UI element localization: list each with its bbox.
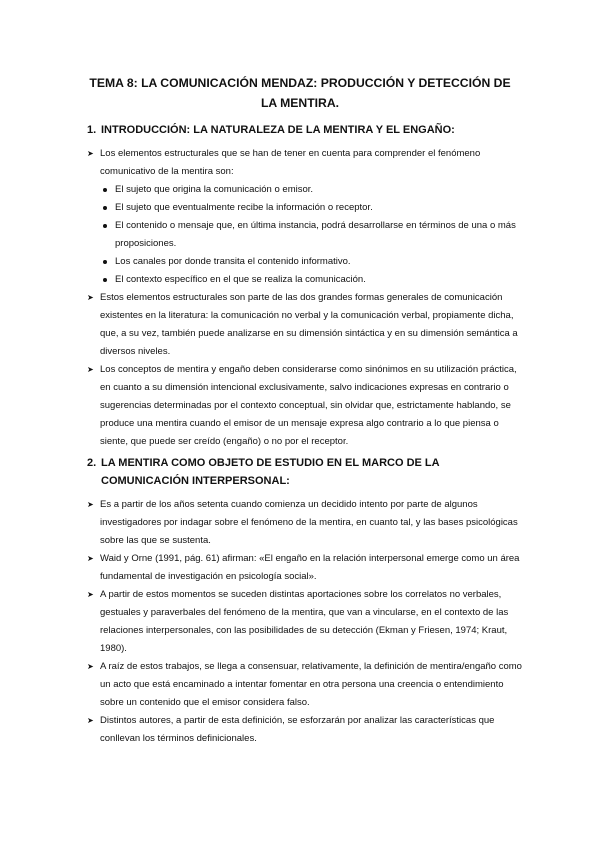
list-item xyxy=(87,361,527,451)
sub-list-item xyxy=(87,199,527,217)
sub-list-item xyxy=(87,181,527,199)
sub-list-item-text: El sujeto que eventualmente recibe la información o receptor. xyxy=(115,202,373,213)
dot-bullet-icon xyxy=(103,260,107,264)
list-item-text: Waid y Orne (1991, pág. 61) afirman: «El engaño en la relación interpersonal emerge como un área fundamental de investigación en psicología social». xyxy=(100,553,520,582)
arrow-bullet-icon xyxy=(87,658,94,676)
arrow-bullet-icon xyxy=(87,361,94,379)
sub-list-item-text: El sujeto que origina la comunicación o emisor. xyxy=(115,184,314,195)
arrow-bullet-icon xyxy=(87,289,94,307)
list-item xyxy=(87,586,527,658)
list-item xyxy=(87,550,527,586)
sub-list-item xyxy=(87,217,527,253)
arrow-bullet-icon xyxy=(87,496,94,514)
dot-bullet-icon xyxy=(103,206,107,210)
list-item-text: Es a partir de los años setenta cuando comienza un decidido intento por parte de algunos investigadores por indagar sobre el fenómeno de la mentira, en cuanto tal, y las bases psicológicas sobre las que se sustenta. xyxy=(100,499,518,546)
section-2-body xyxy=(87,496,527,748)
list-item xyxy=(87,145,527,181)
sub-list-item xyxy=(87,271,527,289)
sub-list-item-text: Los canales por donde transita el contenido informativo. xyxy=(115,256,351,267)
list-item-text: A partir de estos momentos se suceden distintas aportaciones sobre los correlatos no verbales, gestuales y paraverbales del fenómeno de la mentira, que van a vincularse, en el contexto de las relaciones interpersonales, con las posibilidades de su detección (Ekman y Friesen, 1974; Kraut, 1980). xyxy=(100,589,509,654)
document-title: TEMA 8: LA COMUNICACIÓN MENDAZ: PRODUCCIÓN Y DETECCIÓN DE LA MENTIRA. xyxy=(89,76,511,110)
section-2-title: LA MENTIRA COMO OBJETO DE ESTUDIO EN EL MARCO DE LA COMUNICACIÓN INTERPERSONAL: xyxy=(101,457,440,487)
sub-list-item-text: El contexto específico en el que se realiza la comunicación. xyxy=(115,274,366,285)
dot-bullet-icon xyxy=(103,278,107,282)
sub-list-item-text: El contenido o mensaje que, en última instancia, podrá desarrollarse en términos de una o más proposiciones. xyxy=(115,220,516,249)
sub-list-item xyxy=(87,253,527,271)
arrow-bullet-icon xyxy=(87,550,94,568)
arrow-bullet-icon xyxy=(87,145,94,163)
dot-bullet-icon xyxy=(103,224,107,228)
arrow-bullet-icon xyxy=(87,712,94,730)
list-item-text: Distintos autores, a partir de esta definición, se esforzarán por analizar las características que conllevan los términos definicionales. xyxy=(100,715,495,744)
dot-bullet-icon xyxy=(103,188,107,192)
section-2-number: 2. xyxy=(87,457,97,469)
arrow-bullet-icon xyxy=(87,586,94,604)
list-item xyxy=(87,658,527,712)
list-item-text: Estos elementos estructurales son parte de las dos grandes formas generales de comunicación existentes en la literatura: la comunicación no verbal y la comunicación verbal, propiamente dicha, que, a su vez, también puede analizarse en su dimensión sintáctica y en su dimensión semántica a diversos niveles. xyxy=(100,292,518,357)
section-1-heading xyxy=(87,121,527,139)
section-1-title: INTRODUCCIÓN: LA NATURALEZA DE LA MENTIRA Y EL ENGAÑO: xyxy=(101,124,455,136)
list-item xyxy=(87,289,527,361)
section-1-body xyxy=(87,145,527,451)
section-2-heading xyxy=(87,454,527,490)
list-item xyxy=(87,496,527,550)
section-1-number: 1. xyxy=(87,124,97,136)
list-item xyxy=(87,712,527,748)
list-item-text: Los conceptos de mentira y engaño deben considerarse como sinónimos en su utilización práctica, en cuanto a su dimensión intencional exclusivamente, salvo indicaciones expresas en contrario o sugerencias determinadas por el contexto conceptual, sin olvidar que, estrictamente hablando, se produce una mentira cuando el emisor de un mensaje expresa algo contrario a lo que piensa o siente, que puede ser creído (engaño) o no por el receptor. xyxy=(100,364,517,447)
list-item-text: Los elementos estructurales que se han de tener en cuenta para comprender el fenómeno comunicativo de la mentira son: xyxy=(100,148,481,177)
list-item-text: A raíz de estos trabajos, se llega a consensuar, relativamente, la definición de mentira/engaño como un acto que está encaminado a intentar fomentar en otra persona una creencia o entendimiento sobre un contenido que el emisor considera falso. xyxy=(100,661,522,708)
